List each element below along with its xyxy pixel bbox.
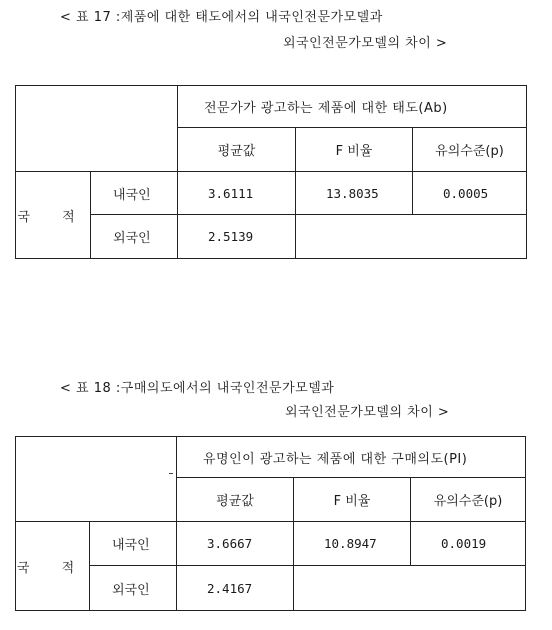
table17-row-group-label: 국 적: [17, 209, 89, 225]
table18-row-label: 외국인: [90, 566, 177, 611]
table18-corner-cell: [16, 437, 177, 522]
table18-caption-line1: < 표 18 :구매의도에서의 내국인전문가모델과: [60, 381, 335, 396]
table17-row-label: 외국인: [91, 215, 178, 259]
table17-header-f: F 비율: [296, 128, 413, 172]
table18-header-sig: 유의수준(p): [411, 478, 526, 522]
table17-group-header: 전문가가 광고하는 제품에 대한 태도(Ab): [178, 86, 527, 128]
table18-cell-p: 0.0019: [411, 522, 526, 566]
table17-cell-p: 0.0005: [413, 172, 527, 215]
table18-caption-line2: 외국인전문가모델의 차이 >: [285, 405, 450, 420]
table18-row-group-label: 국 적: [16, 560, 89, 576]
table18-cell-mean: 3.6667: [177, 522, 294, 566]
table18-row-label: 내국인: [90, 522, 177, 566]
table17-cell-mean: 3.6111: [178, 172, 296, 215]
table17-cell-f: 13.8035: [296, 172, 413, 215]
table17-corner-cell: [16, 86, 178, 172]
table17-row-label: 내국인: [91, 172, 178, 215]
table17-header-mean: 평균값: [178, 128, 296, 172]
table18-cell-f: 10.8947: [294, 522, 411, 566]
table17-cell-mean: 2.5139: [178, 215, 296, 259]
table18-cell-mean: 2.4167: [177, 566, 294, 611]
table18-row-group: [16, 522, 90, 611]
table18-header-f: F 비율: [294, 478, 411, 522]
table18-empty-cell: [294, 566, 526, 611]
table18-header-mean: 평균값: [177, 478, 294, 522]
table17-row-group: [16, 172, 91, 259]
table18-group-header: 유명인이 광고하는 제품에 대한 구매의도(PI): [177, 437, 526, 478]
table17-caption-line2: 외국인전문가모델의 차이 >: [283, 36, 448, 51]
table17-empty-cell: [296, 215, 527, 259]
table17: [15, 85, 527, 259]
table17-caption-line1: < 표 17 :제품에 대한 태도에서의 내국인전문가모델과: [60, 10, 383, 25]
table18: [15, 436, 526, 611]
table17-header-sig: 유의수준(p): [413, 128, 527, 172]
scan-speck: [169, 473, 173, 474]
